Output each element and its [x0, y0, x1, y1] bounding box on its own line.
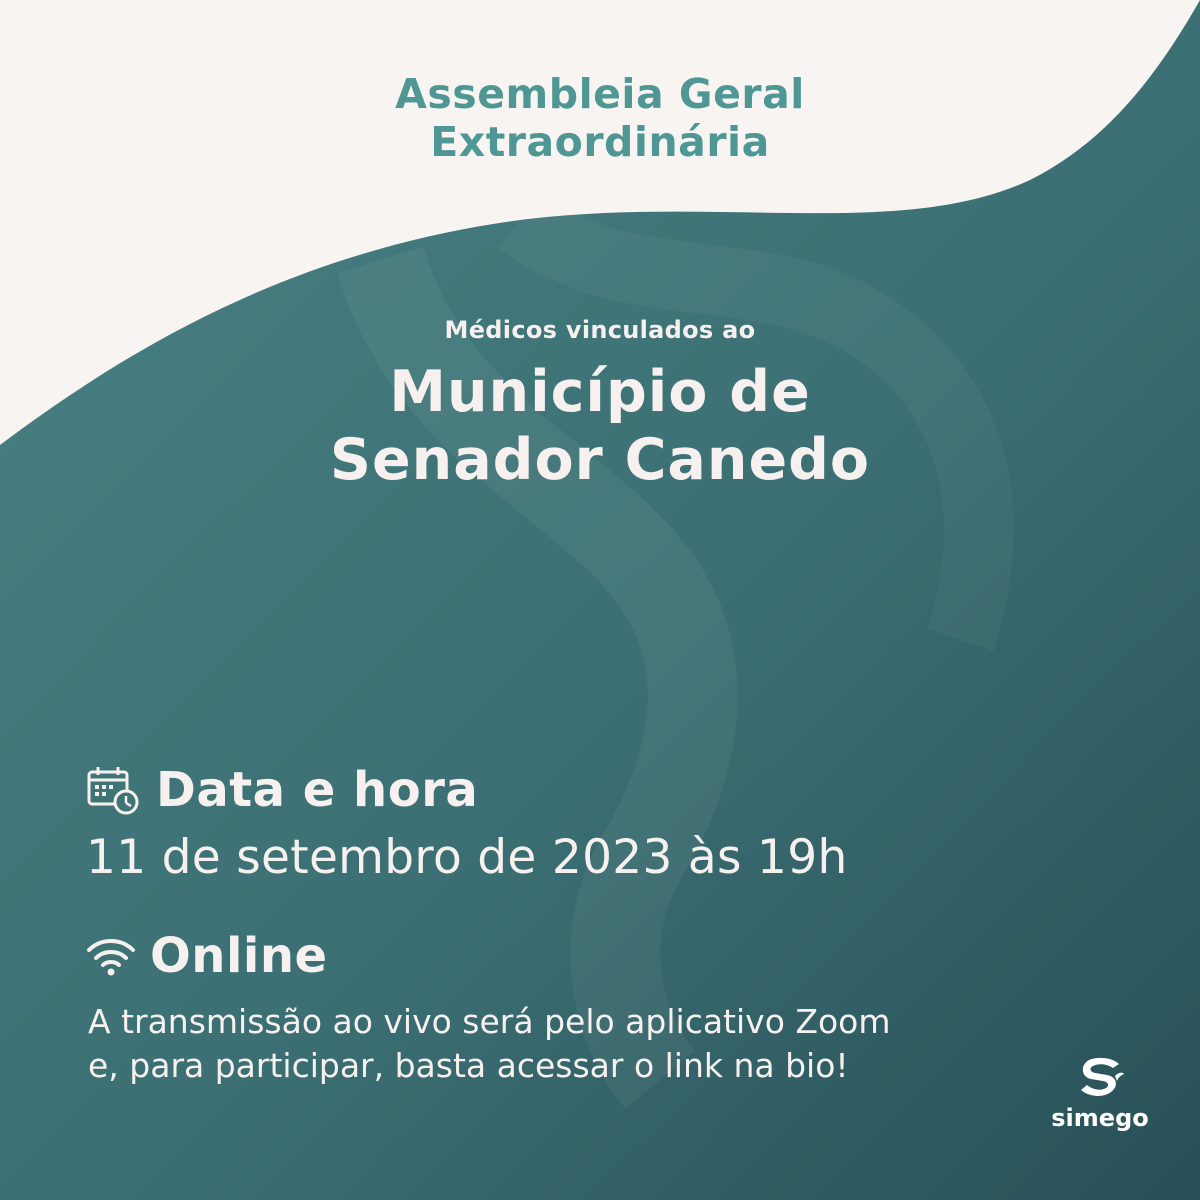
online-section-title: Online: [150, 928, 328, 984]
date-section-title: Data e hora: [156, 762, 479, 818]
simego-logo: [1050, 1056, 1150, 1132]
municipality-headline: [0, 358, 1200, 494]
event-title-line2: Extraordinária: [430, 118, 770, 166]
simego-logo-text: simego: [1051, 1104, 1149, 1132]
online-description: [88, 1000, 1068, 1088]
municipality-line2: Senador Canedo: [329, 427, 871, 493]
audience-subtitle: Médicos vinculados ao: [444, 316, 756, 344]
event-title-line1: Assembleia Geral: [395, 70, 805, 118]
calendar-clock-icon: [86, 764, 142, 816]
wifi-icon: [86, 934, 136, 978]
municipality-line1: Município de: [389, 359, 811, 425]
online-section-heading: [86, 928, 328, 984]
online-description-line2: e, para participar, basta acessar o link na bio!: [88, 1046, 849, 1085]
event-title: [0, 70, 1200, 166]
online-description-line1: A transmissão ao vivo será pelo aplicativo Zoom: [88, 1002, 891, 1041]
simego-logo-icon: [1075, 1056, 1125, 1098]
date-section-heading: [86, 762, 478, 818]
event-date-time: 11 de setembro de 2023 às 19h: [86, 830, 848, 885]
